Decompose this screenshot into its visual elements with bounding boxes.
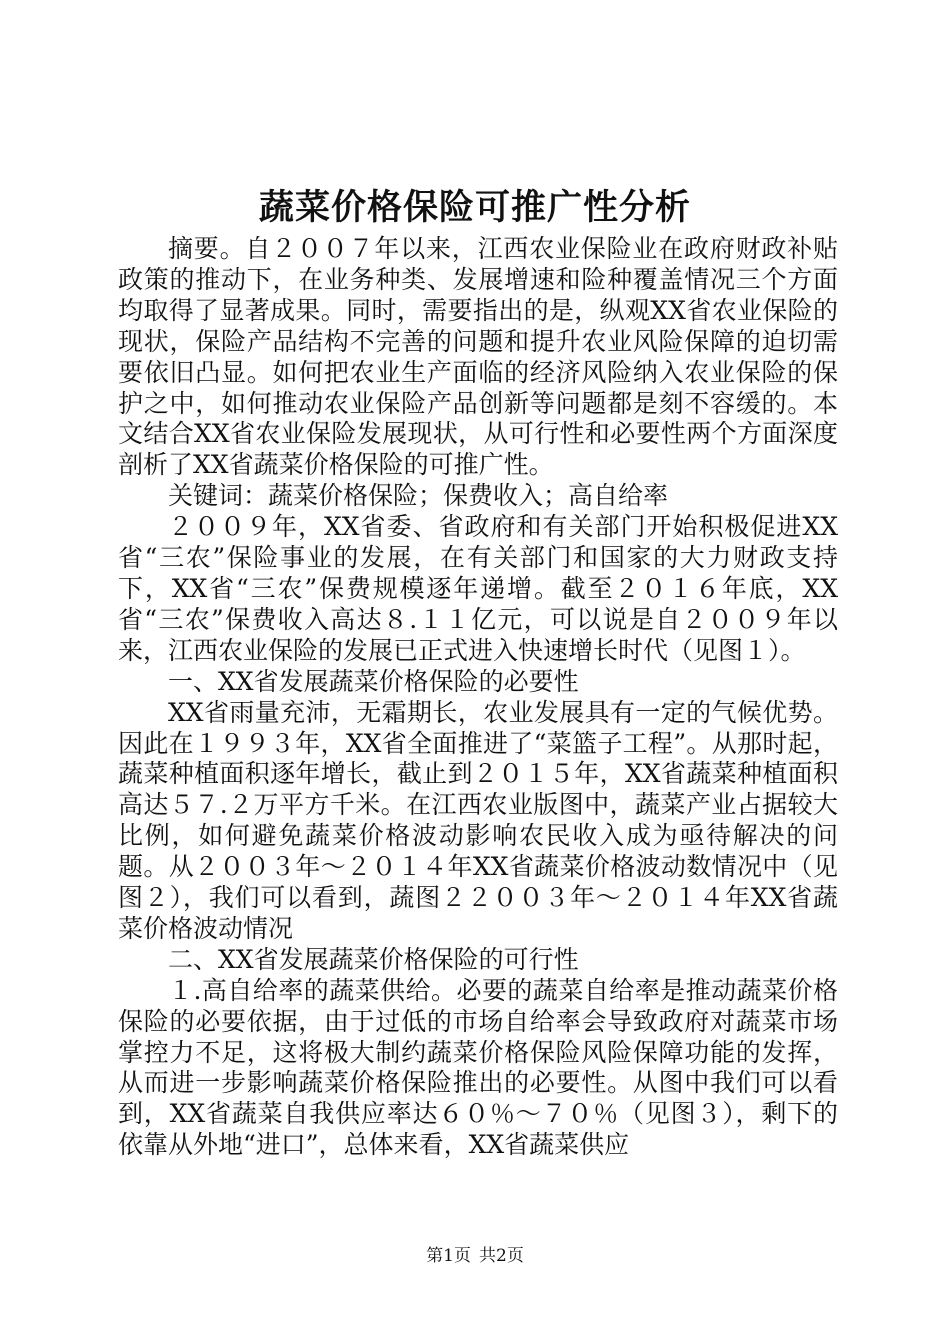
page-total: 共2页 [479,1246,524,1266]
necessity-paragraph: XX省雨量充沛，无霜期长，农业发展具有一定的气候优势。因此在１９９３年，XX省全面推进了“菜篮子工程”。从那时起，蔬菜种植面积逐年增长，截止到２０１５年，XX省蔬菜种植面积高达５７.２万平方千米。在江西农业版图中，蔬菜产业占据较大比例，如何避免蔬菜价格波动影响农民收入成为亟待解决的问题。从２００３年～２０１４年XX省蔬菜价格波动数情况中（见图２），我们可以看到，蔬图２２００３年～２０１４年XX省蔬菜价格波动情况 [118,697,838,943]
section-heading-feasibility: 二、XX省发展蔬菜价格保险的可行性 [168,944,579,974]
page-footer [0,1244,950,1268]
document-title: 蔬菜价格保险可推广性分析 [258,187,691,228]
intro-paragraph: ２００９年，XX省委、省政府和有关部门开始积极促进XX省“三农”保险事业的发展，在有关部门和国家的大力财政支持下，XX省“三农”保费规模逐年递增。截至２０１６年底，XX省“三农”保费收入高达８.１１亿元，可以说是自２００９年以来，江西农业保险的发展已正式进入快速增长时代（见图１）。 [118,512,838,665]
abstract-paragraph: 摘要。自２００７年以来，江西农业保险业在政府财政补贴政策的推动下，在业务种类、发展增速和险种覆盖情况三个方面均取得了显著成果。同时，需要指出的是，纵观XX省农业保险的现状，保险产品结构不完善的问题和提升农业风险保障的迫切需要依旧凸显。如何把农业生产面临的经济风险纳入农业保险的保护之中，如何推动农业保险产品创新等问题都是刻不容缓的。本文结合XX省农业保险发展现状，从可行性和必要性两个方面深度剖析了XX省蔬菜价格保险的可推广性。 [118,234,838,480]
keywords-paragraph: 关键词：蔬菜价格保险；保费收入；高自给率 [168,481,669,511]
feasibility-paragraph: １.高自给率的蔬菜供给。必要的蔬菜自给率是推动蔬菜价格保险的必要依据，由于过低的市场自给率会导致政府对蔬菜市场掌控力不足，这将极大制约蔬菜价格保险风险保障功能的发挥，从而进一步影响蔬菜价格保险推出的必要性。从图中我们可以看到，XX省蔬菜自我供应率达６０％～７０％（见图３），剩下的依靠从外地“进口”，总体来看，XX省蔬菜供应 [118,975,838,1160]
page-number: 第1页 [426,1246,471,1266]
document-body [118,234,838,1161]
section-heading-necessity: 一、XX省发展蔬菜价格保险的必要性 [168,666,579,696]
